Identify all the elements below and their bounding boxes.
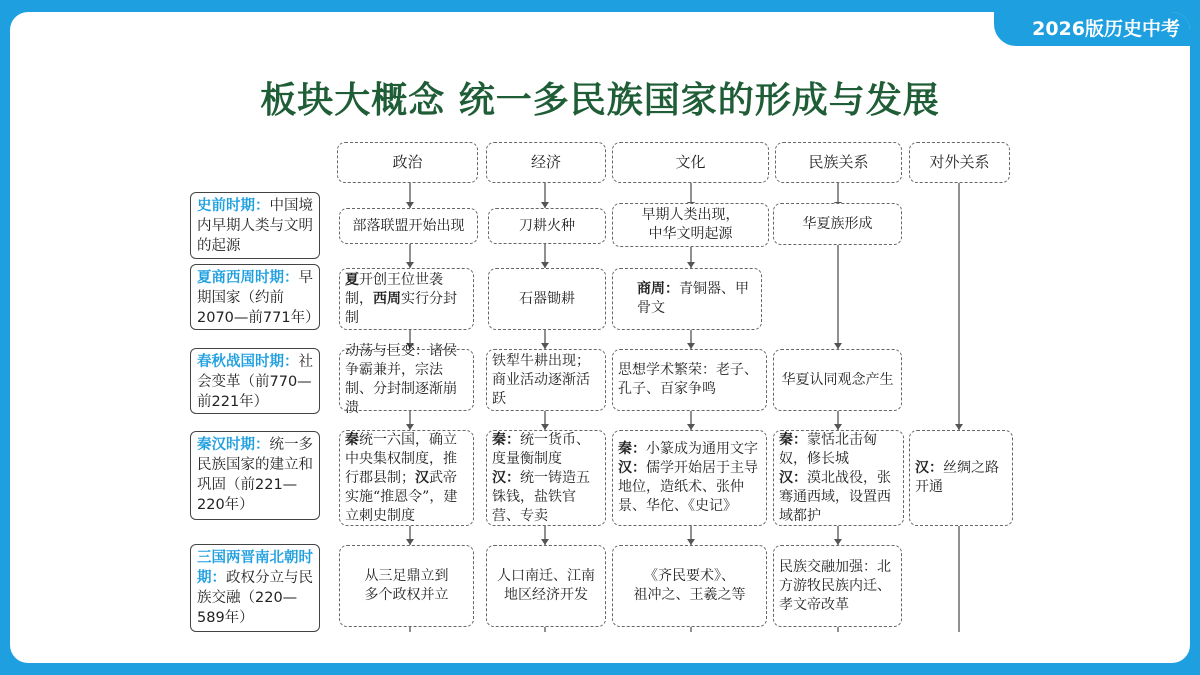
period-xia-shang-zhou (190, 264, 320, 330)
period-name: 史前时期： (197, 198, 270, 214)
period-name: 夏商西周时期： (197, 270, 299, 286)
cell-economy-xia-shang-zhou: 石器锄耕 (488, 268, 606, 330)
cell-culture-spring-autumn: 思想学术繁荣：老子、孔子、百家争鸣 (612, 349, 767, 411)
cell-culture-prehistoric: 早期人类出现， 中华文明起源 (612, 203, 769, 247)
period-name: 三国两晋南北朝时期： (197, 550, 313, 586)
header-economy: 经济 (486, 142, 606, 183)
period-desc: 中国境内早期人类与文明的起源 (197, 198, 313, 254)
cell-politics-qin-han: 秦统一六国，确立中央集权制度，推行郡县制；汉武帝实施“推恩令”，建立刺史制度 (339, 430, 474, 526)
period-desc: 早期国家（约前2070—前771年） (197, 270, 320, 326)
cell-politics-xia-shang-zhou: 夏开创王位世袭制，西周实行分封制 (339, 268, 474, 330)
cell-culture-qin-han: 秦：小篆成为通用文字 汉：儒学开始居于主导地位，造纸术、张仲景、华佗、《史记》 (612, 430, 767, 526)
cell-culture-xia-shang-zhou: 商周：青铜器、甲骨文 (612, 268, 762, 330)
period-qin-han (190, 431, 320, 520)
cell-ethnic-spring-autumn: 华夏认同观念产生 (773, 349, 902, 411)
page-title: 板块大概念 统一多民族国家的形成与发展 (260, 80, 940, 121)
header-politics: 政治 (337, 142, 478, 183)
cell-culture-three-kingdoms: 《齐民要术》、 祖冲之、王羲之等 (612, 545, 767, 627)
cell-politics-three-kingdoms: 从三足鼎立到 多个政权并立 (339, 545, 474, 627)
cell-economy-three-kingdoms: 人口南迁、江南地区经济开发 (486, 545, 606, 627)
period-three-kingdoms (190, 544, 320, 632)
cell-economy-spring-autumn: 铁犁牛耕出现；商业活动逐渐活跃 (486, 349, 606, 411)
cell-politics-prehistoric: 部落联盟开始出现 (339, 208, 478, 244)
period-desc: 统一多民族国家的建立和巩固（前221—220年） (197, 437, 313, 513)
period-desc: 政权分立与民族交融（220—589年） (197, 570, 313, 626)
period-name: 秦汉时期： (197, 437, 270, 453)
period-spring-autumn-warring-states (190, 348, 320, 414)
header-foreign-relations: 对外关系 (909, 142, 1010, 183)
cell-economy-prehistoric: 刀耕火种 (488, 208, 606, 244)
cell-ethnic-three-kingdoms: 民族交融加强：北方游牧民族内迁、孝文帝改革 (773, 545, 902, 627)
cell-ethnic-qin-han: 秦：蒙恬北击匈奴，修长城 汉：漠北战役，张骞通西域，设置西域都护 (773, 430, 904, 526)
period-prehistoric (190, 192, 320, 259)
cell-politics-spring-autumn: 动荡与巨变：诸侯争霸兼并，宗法制、分封制逐渐崩溃 (339, 349, 474, 411)
period-desc: 社会变革（前770—前221年） (197, 354, 313, 410)
header-culture: 文化 (612, 142, 769, 183)
cell-ethnic-prehistoric: 华夏族形成 (773, 203, 902, 245)
period-name: 春秋战国时期： (197, 354, 299, 370)
header-ethnic-relations: 民族关系 (775, 142, 902, 183)
cell-economy-qin-han: 秦：统一货币、度量衡制度 汉：统一铸造五铢钱，盐铁官营、专卖 (486, 430, 606, 526)
edition-badge: 2026版历史中考 (994, 12, 1190, 46)
cell-foreign-qin-han: 汉：丝绸之路开通 (909, 430, 1013, 526)
